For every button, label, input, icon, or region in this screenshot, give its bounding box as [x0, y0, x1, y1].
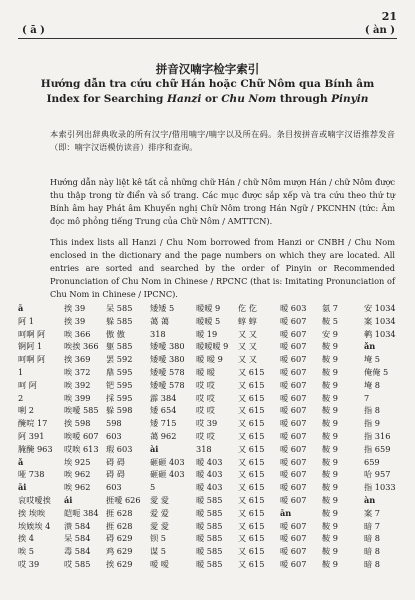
- index-column: [196, 302, 228, 571]
- index-entry: 鼎 595: [106, 366, 133, 377]
- index-entry: 鞍 9: [322, 392, 338, 403]
- index-entry: 鞍 9: [322, 482, 338, 493]
- index-entry: 暗 8: [364, 558, 380, 569]
- index-entry: ān: [280, 507, 292, 518]
- index-entry: 暧 暧: [196, 366, 215, 377]
- index-entry: 暧 603: [280, 303, 307, 313]
- index-entry: 1: [18, 366, 24, 377]
- index-entry: 又 615: [238, 507, 265, 518]
- index-entry: 碍 碍: [106, 456, 125, 467]
- index-entry: 呵啊 阿: [18, 328, 46, 339]
- index-entry: 598: [106, 418, 122, 429]
- index-entry: 鞍 9: [322, 469, 338, 480]
- index-entry: 阿 1: [18, 315, 34, 326]
- index-entry: 安 9: [322, 328, 338, 339]
- index-entry: 2: [18, 392, 24, 403]
- index-entry: 哎 哎: [196, 405, 215, 416]
- index-entry: 唉 366: [64, 328, 91, 339]
- index-entry: 唎 2: [18, 405, 34, 416]
- index-entry: 锕阿 1: [18, 341, 43, 352]
- index-entry: 暧 585: [196, 494, 223, 505]
- title-vietnamese: Hướng dẫn tra cứu chữ Hán hoặc Chữ Nôm qua Bính âm: [40, 78, 375, 90]
- index-column: [150, 302, 185, 571]
- index-entry: 挨 埃唉: [18, 507, 46, 518]
- index-entry: 愛 愛: [150, 520, 169, 531]
- index-entry: 挨 369: [64, 354, 91, 365]
- index-entry: 嗳 607: [280, 456, 307, 467]
- index-entry: 暧 585: [196, 533, 223, 544]
- index-entry: 鞍 9: [322, 443, 338, 454]
- index-entry: 埃 925: [64, 456, 91, 467]
- index-entry: 哎唉 613: [64, 443, 99, 454]
- index-entry: 暧 19: [196, 328, 218, 339]
- index-entry: 埯 8: [364, 379, 380, 390]
- index-entry: 嗳 607: [280, 520, 307, 531]
- index-entry: 鞍 9: [322, 494, 338, 505]
- index-entry: 又 615: [238, 558, 265, 569]
- index-entry: àn: [364, 494, 376, 505]
- index-entry: āi: [18, 482, 27, 493]
- title-en-part1: Index for Searching: [46, 93, 168, 105]
- index-entry: 暧暧 9: [196, 303, 221, 313]
- index-entry: 捱噯 626: [106, 494, 141, 505]
- index-entry: 318: [196, 443, 212, 454]
- index-entry: 指 316: [364, 430, 391, 441]
- index-entry: 嗳 607: [280, 469, 307, 480]
- index-entry: 嗳 607: [280, 443, 307, 454]
- index-entry: 仡 仡: [238, 303, 257, 313]
- title-en-or: or: [201, 93, 222, 105]
- index-entry: 唉挨 366: [64, 341, 99, 352]
- index-entry: 钡 5: [150, 533, 166, 544]
- index-entry: 瑕 603: [106, 443, 133, 454]
- index-entry: 暧 403: [196, 469, 223, 480]
- index-entry: 躲 598: [106, 405, 133, 416]
- paragraph-vietnamese: Hướng dẫn này liệt kê tất cả những chữ Hán / chữ Nôm mượn Hán / chữ Nôm được thu thập trong từ điển và số trang. Các mục được sắp xếp và tra cứu theo thứ tự Bính âm hay Phát âm Khuyến nghị Chữ Nôm trong Hán Ngữ / PKCNHN (tức: Âm đọc mô phỏng tiếng Trung của Chữ Nôm / AMTTCN).: [50, 177, 395, 226]
- index-entry: ā: [18, 303, 24, 313]
- index-entry: 指 1033: [364, 482, 396, 493]
- index-entry: 又 615: [238, 366, 265, 377]
- index-entry: 318: [150, 328, 166, 339]
- index-entry: 唉 962: [64, 482, 91, 493]
- index-entry: 採 595: [106, 392, 133, 403]
- index-entry: 唉 399: [64, 392, 91, 403]
- index-entry: 哑 738: [18, 469, 45, 480]
- index-entry: 唉噯 585: [64, 405, 99, 416]
- index-entry: 挨 598: [64, 418, 91, 429]
- index-entry: 矮噯 578: [150, 379, 185, 390]
- index-entry: 案 1034: [364, 315, 396, 326]
- index-entry: 暧 585: [196, 558, 223, 569]
- index-entry: 蔼 962: [150, 430, 177, 441]
- header-left: ( ā ): [22, 25, 45, 36]
- index-entry: 603: [106, 482, 122, 493]
- index-entry: ài: [150, 443, 159, 454]
- title-en-through: through: [276, 93, 332, 105]
- index-entry: 嗳 607: [280, 558, 307, 569]
- index-entry: 又 615: [238, 379, 265, 390]
- index-entry: 矮噯 380: [150, 354, 185, 365]
- index-entry: 鞍 9: [322, 546, 338, 557]
- index-entry: 嗳 607: [280, 315, 307, 326]
- index-entry: 哈 957: [364, 469, 391, 480]
- index-entry: 嗳 607: [280, 494, 307, 505]
- title-en-pinyin: Pinyin: [331, 93, 369, 105]
- index-entry: 矮噯 380: [150, 341, 185, 352]
- index-entry: 砸砸 403: [150, 456, 185, 467]
- index-entry: 又 615: [238, 533, 265, 544]
- index-entry: 鞍 9: [322, 456, 338, 467]
- page-number: 21: [381, 10, 397, 23]
- title-chinese: 拼音汉喃字检字索引: [155, 62, 260, 76]
- index-entry: 哎 哎: [196, 392, 215, 403]
- index-entry: 指 9: [364, 418, 380, 429]
- index-entry: 嗳 607: [280, 533, 307, 544]
- index-entry: 鞍 9: [322, 405, 338, 416]
- index-entry: 嗳 嗳: [150, 558, 169, 569]
- index-entry: 俺俺 5: [364, 366, 389, 377]
- index-entry: 鞍 9: [322, 418, 338, 429]
- index-entry: 暗 8: [364, 533, 380, 544]
- index-column: [64, 302, 99, 571]
- index-entry: 碍 629: [106, 533, 133, 544]
- index-entry: 毒 584: [64, 546, 91, 557]
- index-entry: 愛 愛: [150, 494, 169, 505]
- index-entry: 哎 39: [18, 558, 40, 569]
- header-rule: [18, 38, 397, 39]
- index-entry: 暧 暧 9: [196, 354, 223, 365]
- index-entry: 嗳 607: [280, 341, 307, 352]
- index-entry: 鹌 1034: [364, 328, 396, 339]
- index-entry: 哎 哎: [196, 379, 215, 390]
- index-table: [18, 302, 400, 595]
- index-entry: 又 615: [238, 546, 265, 557]
- index-column: [238, 302, 264, 571]
- index-entry: 暧 403: [196, 482, 223, 493]
- index-entry: 砸砸 403: [150, 469, 185, 480]
- index-entry: 埃娭埃 4: [18, 520, 51, 531]
- index-entry: 5: [150, 482, 156, 493]
- index-entry: 挨 39: [64, 315, 86, 326]
- index-entry: 碍 碍: [106, 469, 125, 480]
- index-entry: 罢 592: [106, 354, 133, 365]
- index-entry: 氨 7: [322, 303, 338, 313]
- index-entry: 又 615: [238, 405, 265, 416]
- index-entry: 鞍 9: [322, 507, 338, 518]
- index-entry: 醃唍 17: [18, 418, 48, 429]
- index-entry: 鞍 5: [322, 315, 338, 326]
- index-entry: 矮噯 578: [150, 366, 185, 377]
- title-block: [18, 62, 397, 107]
- index-entry: 又 615: [238, 520, 265, 531]
- index-entry: 哎 39: [196, 418, 218, 429]
- index-column: [18, 302, 53, 571]
- index-entry: 皑呃 384: [64, 507, 99, 518]
- index-entry: 暧暧暧 9: [196, 341, 229, 352]
- index-entry: 捱 628: [106, 520, 133, 531]
- index-entry: 躲 585: [106, 315, 133, 326]
- index-entry: 又 615: [238, 494, 265, 505]
- index-entry: 暧暧 5: [196, 315, 221, 326]
- index-entry: 鞍 9: [322, 366, 338, 377]
- index-entry: 又 615: [238, 392, 265, 403]
- index-column: [106, 302, 141, 571]
- index-entry: 鞍 9: [322, 533, 338, 544]
- index-entry: 呵啊 阿: [18, 354, 46, 365]
- index-entry: 埯 5: [364, 354, 380, 365]
- index-entry: 蜳 蜳: [238, 315, 257, 326]
- index-entry: 嗳 607: [280, 392, 307, 403]
- index-entry: 唉嗳 607: [64, 430, 99, 441]
- index-entry: ái: [64, 494, 73, 505]
- header-right: ( àn ): [364, 25, 395, 36]
- index-entry: 暧 585: [196, 546, 223, 557]
- index-column: [364, 302, 396, 571]
- index-entry: 哀哎噯挨: [18, 494, 51, 505]
- index-entry: 唉 5: [18, 546, 34, 557]
- index-entry: 鸡 629: [106, 546, 133, 557]
- index-entry: 又 615: [238, 418, 265, 429]
- paragraph-english: This index lists all Hanzi / Chu Nom borrowed from Hanzi or CNBH / Chu Nom enclosed in the dictionary and the page numbers on which they are located. All entries are sorted and searched by the order of Pinyin or Recommended Pronunciation of Chu Nom in Chinese / RPCNC (that is: Imitating Pronunciation of Chu Nom in Chinese / IPCNC).: [50, 237, 395, 299]
- index-entry: 呆 584: [64, 533, 91, 544]
- index-entry: 又 615: [238, 469, 265, 480]
- index-entry: 鞍 9: [322, 341, 338, 352]
- index-entry: 暧 585: [196, 520, 223, 531]
- index-column: [280, 302, 306, 571]
- index-entry: 又 615: [238, 482, 265, 493]
- index-entry: 捱 628: [106, 507, 133, 518]
- index-entry: 暧 585: [196, 507, 223, 518]
- index-entry: 又 615: [238, 456, 265, 467]
- index-entry: 躯 585: [106, 341, 133, 352]
- index-entry: 659: [364, 456, 380, 467]
- index-entry: 挨 4: [18, 533, 34, 544]
- index-entry: 挨 39: [64, 303, 86, 313]
- index-entry: 又 又: [238, 341, 257, 352]
- index-entry: 鞍 9: [322, 558, 338, 569]
- index-entry: 矮矮 5: [150, 303, 175, 313]
- index-entry: 唉 962: [64, 469, 91, 480]
- index-entry: 唉 392: [64, 379, 91, 390]
- index-entry: 呆 585: [106, 303, 133, 313]
- index-entry: 7: [364, 392, 370, 403]
- index-entry: 安 1034: [364, 303, 396, 313]
- paragraph-chinese: 本索引列出辞典收录的所有汉字/借用喃字/喃字以及所在码。条目按拼音或喃字汉语推荐发音（即：喃字汉语模仿读音）排序和查询。: [50, 129, 395, 152]
- index-entry: 溃 584: [64, 520, 91, 531]
- index-entry: 嗳 607: [280, 546, 307, 557]
- index-entry: 蔼 蔼: [150, 315, 169, 326]
- index-entry: 案 7: [364, 507, 380, 518]
- index-entry: 又 又: [238, 354, 257, 365]
- index-entry: 鞍 9: [322, 379, 338, 390]
- index-entry: 嗳 607: [280, 354, 307, 365]
- index-entry: ǎn: [364, 341, 376, 352]
- index-entry: 鞍 9: [322, 430, 338, 441]
- index-entry: 指 8: [364, 405, 380, 416]
- index-entry: ǎ: [18, 456, 24, 467]
- index-entry: 腌醃 963: [18, 443, 53, 454]
- index-entry: 鞍 9: [322, 354, 338, 365]
- index-entry: 矮 654: [150, 405, 177, 416]
- index-entry: 又 615: [238, 430, 265, 441]
- index-entry: 嗳 607: [280, 366, 307, 377]
- index-entry: 嗳 607: [280, 482, 307, 493]
- index-entry: 哎 哎: [196, 430, 215, 441]
- index-entry: 嗳 607: [280, 405, 307, 416]
- index-column: [322, 302, 338, 571]
- index-entry: 挨 629: [106, 558, 133, 569]
- index-entry: 呵 阿: [18, 379, 37, 390]
- index-entry: 哎 585: [64, 558, 91, 569]
- index-entry: 钯 595: [106, 379, 133, 390]
- index-entry: 暧 403: [196, 456, 223, 467]
- index-entry: 鞍 9: [322, 520, 338, 531]
- index-entry: 霹 384: [150, 392, 177, 403]
- index-entry: 阿 391: [18, 430, 45, 441]
- title-english: [18, 92, 397, 107]
- index-entry: 嗳 607: [280, 328, 307, 339]
- index-entry: 暗 8: [364, 546, 380, 557]
- index-entry: 嗳 607: [280, 430, 307, 441]
- index-entry: 矮 715: [150, 418, 177, 429]
- index-entry: 又 又: [238, 328, 257, 339]
- index-entry: 指 659: [364, 443, 391, 454]
- title-en-hanzi: Hanzi: [167, 93, 202, 105]
- index-entry: 傲 傲: [106, 328, 125, 339]
- index-entry: 嗳 607: [280, 418, 307, 429]
- index-entry: 唉 372: [64, 366, 91, 377]
- index-entry: 暗 7: [364, 520, 380, 531]
- index-entry: 又 615: [238, 443, 265, 454]
- index-entry: 嗳 607: [280, 379, 307, 390]
- index-entry: 爱 爱: [150, 507, 169, 518]
- index-entry: 603: [106, 430, 122, 441]
- index-entry: 谋 5: [150, 546, 166, 557]
- title-en-chunom: Chu Nom: [221, 93, 277, 105]
